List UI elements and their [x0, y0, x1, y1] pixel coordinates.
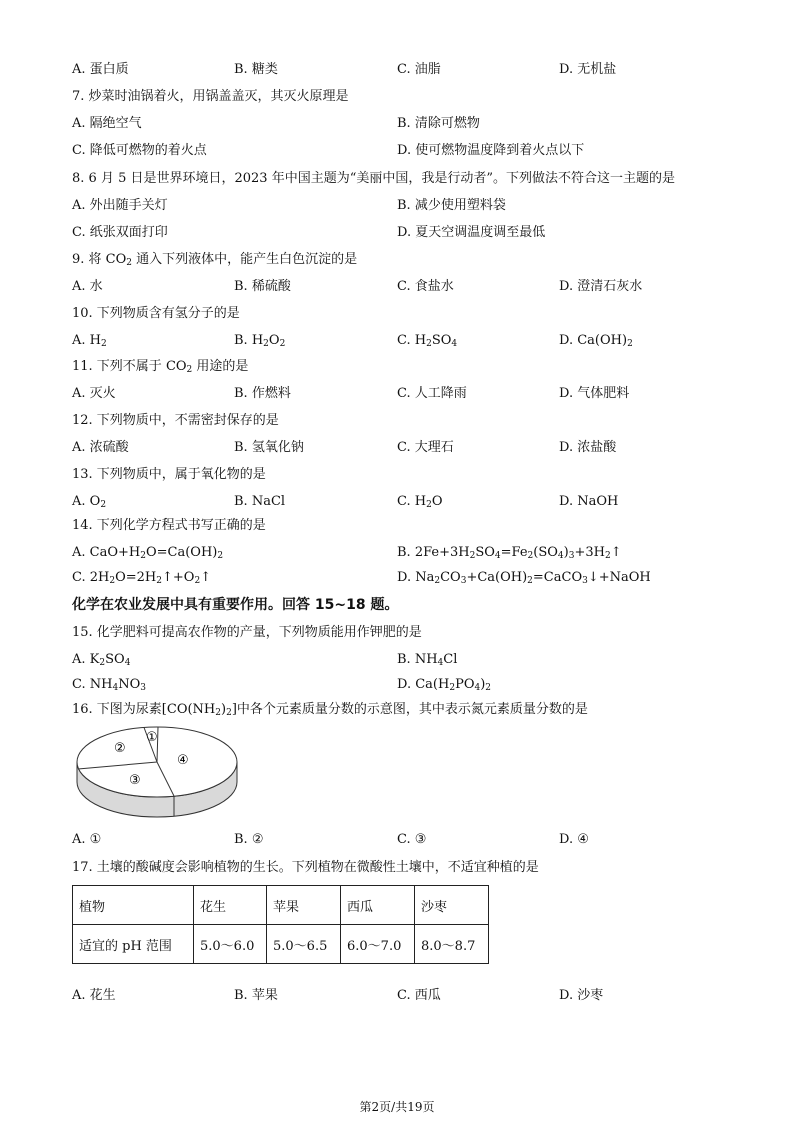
table-cell: 植物 — [73, 886, 194, 925]
table-cell: 西瓜 — [341, 886, 415, 925]
q13-stem: 13. 下列物质中，属于氧化物的是 — [72, 467, 266, 482]
q11-option-a: A. 灭火 — [72, 386, 116, 401]
table-cell: 花生 — [194, 886, 267, 925]
q11-stem: 11. 下列不属于 $CO_2$ 用途的是 — [72, 359, 249, 375]
q16-option-c: C. ③ — [397, 832, 427, 847]
q10-option-a: A. $H_2$ — [72, 333, 107, 349]
q17-option-d: D. 沙枣 — [559, 988, 604, 1003]
q8-option-d: D. 夏天空调温度调至最低 — [397, 225, 546, 240]
pie-label-2: ② — [114, 741, 126, 756]
q17-stem: 17. 土壤的酸碱度会影响植物的生长。下列植物在微酸性土壤中，不适宜种植的是 — [72, 860, 539, 875]
q9-option-d: D. 澄清石灰水 — [559, 279, 643, 294]
table-cell: 5.0～6.5 — [267, 925, 341, 964]
q8-stem: 8. 6 月 5 日是世界环境日，2023 年中国主题为“美丽中国，我是行动者”。下列做法不符合这一主题的是 — [72, 171, 675, 186]
q14-option-a: A. $CaO+H_2O=Ca(OH)_2$ — [72, 545, 224, 561]
q16-stem: 16. 下图为尿素$[CO(NH_2)_2]$中各个元素质量分数的示意图，其中表示氮元素质量分数的是 — [72, 702, 588, 718]
q8-option-b: B. 减少使用塑料袋 — [397, 198, 506, 213]
q12-option-a: A. 浓硫酸 — [72, 440, 129, 455]
q11-option-b: B. 作燃料 — [234, 386, 291, 401]
pie-label-4: ④ — [177, 753, 189, 768]
q15-option-a: A. $K_2SO_4$ — [72, 652, 131, 668]
table-cell: 沙枣 — [415, 886, 489, 925]
table-cell: 苹果 — [267, 886, 341, 925]
q11-option-d: D. 气体肥料 — [559, 386, 630, 401]
q14-option-d: D. $Na_2CO_3+Ca(OH)_2=CaCO_3↓+NaOH$ — [397, 570, 651, 586]
q15-option-d: D. $Ca(H_2PO_4)_2$ — [397, 677, 492, 693]
q7-option-a: A. 隔绝空气 — [72, 116, 142, 131]
q7-option-c: C. 降低可燃物的着火点 — [72, 143, 207, 158]
q9-option-c: C. 食盐水 — [397, 279, 454, 294]
table-cell: 5.0～6.0 — [194, 925, 267, 964]
section-heading: 化学在农业发展中具有重要作用。回答 15~18 题。 — [72, 597, 399, 613]
q13-option-a: A. $O_2$ — [72, 494, 107, 510]
q11-option-c: C. 人工降雨 — [397, 386, 467, 401]
q10-stem: 10. 下列物质含有氢分子的是 — [72, 306, 240, 321]
q12-option-c: C. 大理石 — [397, 440, 454, 455]
q15-stem: 15. 化学肥料可提高农作物的产量，下列物质能用作钾肥的是 — [72, 625, 422, 640]
q8-option-c: C. 纸张双面打印 — [72, 225, 168, 240]
q10-option-c: C. $H_2SO_4$ — [397, 333, 458, 349]
q16-option-d: D. ④ — [559, 832, 589, 847]
q9-option-a: A. 水 — [72, 279, 103, 294]
page-footer: 第2页/共19页 — [359, 1100, 435, 1114]
q17-option-b: B. 苹果 — [234, 988, 278, 1003]
q16-option-b: B. ② — [234, 832, 264, 847]
q6-option-a: A. 蛋白质 — [72, 62, 129, 77]
q7-stem: 7. 炒菜时油锅着火，用锅盖盖灭，其灭火原理是 — [72, 89, 349, 104]
urea-pie-diagram — [74, 724, 240, 822]
q17-option-c: C. 西瓜 — [397, 988, 441, 1003]
table-cell: 8.0～8.7 — [415, 925, 489, 964]
q17-option-a: A. 花生 — [72, 988, 116, 1003]
q10-option-d: D. $Ca(OH)_2$ — [559, 333, 633, 349]
q12-option-b: B. 氢氧化钠 — [234, 440, 304, 455]
pie-label-1: ① — [146, 730, 158, 745]
pie-label-3: ③ — [129, 773, 141, 788]
table-row — [73, 925, 489, 964]
q7-option-d: D. 使可燃物温度降到着火点以下 — [397, 143, 585, 158]
q9-option-b: B. 稀硫酸 — [234, 279, 291, 294]
q16-option-a: A. ① — [72, 832, 102, 847]
table-cell: 适宜的 pH 范围 — [73, 925, 194, 964]
q6-option-d: D. 无机盐 — [559, 62, 617, 77]
q12-option-d: D. 浓盐酸 — [559, 440, 617, 455]
q14-option-b: B. $2Fe+3H_2SO_4=Fe_2(SO_4)_3+3H_2↑$ — [397, 545, 622, 561]
q6-option-c: C. 油脂 — [397, 62, 441, 77]
q12-stem: 12. 下列物质中，不需密封保存的是 — [72, 413, 279, 428]
q10-option-b: B. $H_2O_2$ — [234, 333, 286, 349]
q14-option-c: C. $2H_2O=2H_2↑+O_2↑$ — [72, 570, 212, 586]
q13-option-d: D. NaOH — [559, 494, 619, 509]
q7-option-b: B. 清除可燃物 — [397, 116, 480, 131]
q9-stem: 9. 将 $CO_2$ 通入下列液体中，能产生白色沉淀的是 — [72, 252, 358, 268]
ph-range-table — [72, 885, 489, 964]
q13-option-b: B. NaCl — [234, 494, 286, 509]
table-cell: 6.0～7.0 — [341, 925, 415, 964]
q6-option-b: B. 糖类 — [234, 62, 278, 77]
q13-option-c: C. $H_2O$ — [397, 494, 443, 510]
q15-option-b: B. $NH_4Cl$ — [397, 652, 458, 668]
q14-stem: 14. 下列化学方程式书写正确的是 — [72, 518, 266, 533]
q15-option-c: C. $NH_4NO_3$ — [72, 677, 146, 693]
q8-option-a: A. 外出随手关灯 — [72, 198, 168, 213]
table-header-row — [73, 886, 489, 925]
